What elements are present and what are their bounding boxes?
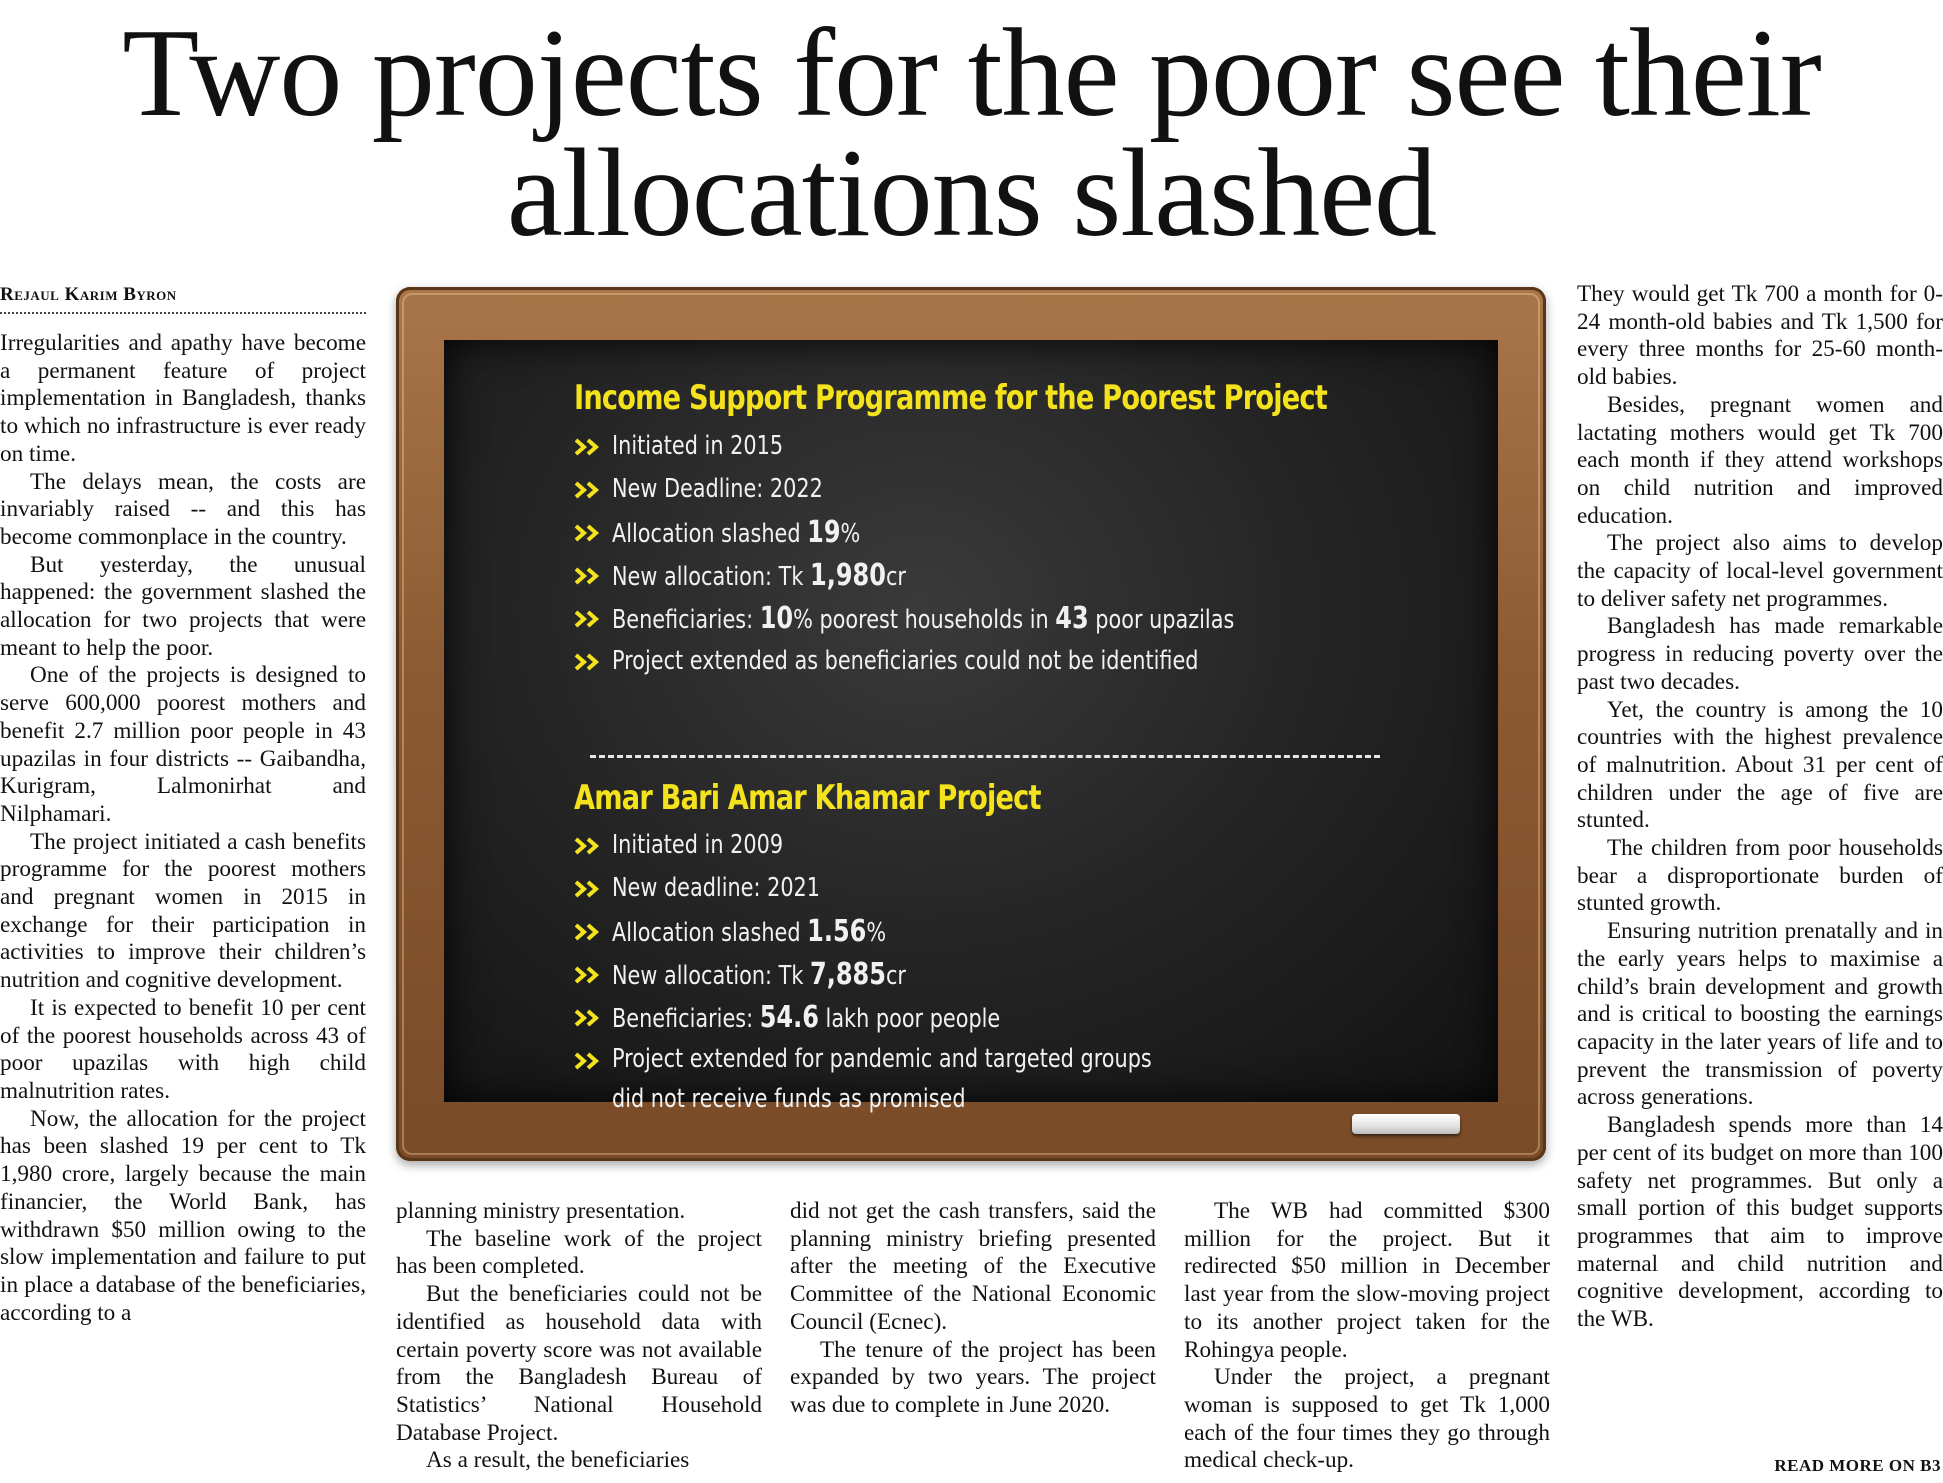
paragraph: The tenure of the project has been expanded by two years. The project was due to complete in June 2020. (790, 1336, 1156, 1418)
paragraph: did not get the cash transfers, said the planning ministry briefing presented after the meeting of the Executive Committee of the National Economic Council (Ecnec). (790, 1198, 1156, 1335)
paragraph: One of the projects is designed to serve 600,000 poorest mothers and benefit 2.7 million poor people in 43 upazilas in four districts -- Gaibandha, Kurigram, Lalmonirhat and Nilphamari. (0, 662, 366, 827)
paragraph: The children from poor households bear a disproportionate burden of stunted growth. (1577, 835, 1943, 917)
paragraph: The project initiated a cash benefits programme for the poorest mothers and pregnant women in 2015 in exchange for their participation in activities to improve their children’s nutrition and cognitive development. (0, 828, 366, 994)
headline (0, 4, 1943, 263)
paragraph: The project also aims to develop the capacity of local-level government to deliver safety net programmes. (1577, 530, 1943, 612)
highlight-number: 1,980 (810, 558, 886, 593)
item-text: poor upazilas (1088, 605, 1235, 635)
board-item-text (612, 597, 1234, 642)
board-item-text: New deadline: 2021 (612, 873, 821, 903)
double-chevron-right-icon (574, 610, 604, 628)
board-list-item (574, 1039, 1302, 1119)
board-item-text: Initiated in 2015 (612, 431, 784, 461)
item-text: % (866, 918, 887, 948)
paragraph: But the beneficiaries could not be identified as household data with certain poverty score was not available from the Bangladesh Bureau of Statistics’ National Household Database Project. (396, 1281, 762, 1446)
board-list-item (574, 468, 1390, 511)
double-chevron-right-icon (574, 567, 604, 585)
paragraph: The delays mean, the costs are invariably raised -- and this has become commonplace in the country. (0, 468, 366, 550)
item-text: Beneficiaries: (612, 605, 760, 635)
board-item-text (612, 953, 906, 998)
paragraph: planning ministry presentation. (396, 1198, 686, 1224)
highlight-number: 7,885 (810, 957, 886, 992)
paragraph: The WB had committed $300 million for the project. But it redirected $50 million in December last year from the slow-moving project to its another project taken for the Rohingya people. (1184, 1198, 1550, 1363)
board-list-item (574, 425, 1390, 468)
board-divider (590, 755, 1380, 758)
byline: Rejaul Karim Byron (0, 284, 366, 314)
highlight-number: 19 (807, 515, 841, 550)
double-chevron-right-icon (574, 923, 604, 941)
double-chevron-right-icon (574, 966, 604, 984)
board-item-text (612, 910, 886, 955)
paragraph: They would get Tk 700 a month for 0-24 month-old babies and Tk 1,500 for every three months for 25-60 month-old babies. (1577, 281, 1943, 391)
column-2 (396, 1198, 762, 1475)
double-chevron-right-icon (574, 524, 604, 542)
double-chevron-right-icon (574, 1009, 604, 1027)
item-text: Allocation slashed (612, 519, 808, 549)
board-list-item (574, 867, 1302, 910)
highlight-number: 43 (1055, 601, 1089, 636)
headline-line-1: Two projects for the poor see their (122, 4, 1821, 143)
board-title-2: Amar Bari Amar Khamar Project (574, 778, 1041, 818)
board-list-item (574, 597, 1390, 640)
board-item-text: Initiated in 2009 (612, 830, 784, 860)
board-list-1 (574, 425, 1390, 683)
paragraph: Under the project, a pregnant woman is supposed to get Tk 1,000 each of the four times they go through medical check-up. (1184, 1364, 1550, 1474)
board-item-text: New Deadline: 2022 (612, 474, 823, 504)
paragraph: Yet, the country is among the 10 countries with the highest prevalence of malnutrition. About 31 per cent of children under the age of five are stunted. (1577, 696, 1943, 834)
board-list-item (574, 640, 1390, 683)
board-item-text: Project extended for pandemic and targeted groups did not receive funds as promised (612, 1044, 1152, 1114)
paragraph: Besides, pregnant women and lactating mothers would get Tk 700 each month if they attend workshops on child nutrition and improved education. (1577, 391, 1943, 529)
board-item-text (612, 554, 906, 599)
column-3 (790, 1198, 1156, 1420)
paragraph: Ensuring nutrition prenatally and in the early years helps to maximise a child’s brain development and growth and is critical to boosting the earnings capacity in the later years of life and to prevent the transmission of poverty across generations. (1577, 918, 1943, 1111)
chalkboard-slate (444, 340, 1498, 1114)
chalkboard-infographic (396, 287, 1546, 1161)
item-text: cr (885, 562, 906, 592)
board-item-text (612, 511, 860, 556)
board-list-item (574, 953, 1302, 996)
double-chevron-right-icon (574, 1052, 604, 1070)
read-more-link[interactable]: READ MORE ON B3 (1774, 1456, 1941, 1475)
board-item-text: Project extended as beneficiaries could not be identified (612, 646, 1199, 676)
double-chevron-right-icon (574, 481, 604, 499)
chalk-piece (1352, 1114, 1460, 1134)
double-chevron-right-icon (574, 837, 604, 855)
column-1 (0, 330, 366, 1327)
board-list-item (574, 824, 1302, 867)
paragraph: The baseline work of the project has been completed. (396, 1225, 762, 1280)
paragraph: Irregularities and apathy have become a permanent feature of project implementation in Bangladesh, thanks to which no infrastructure is ever ready on time. (0, 330, 366, 467)
headline-line-2: allocations slashed (506, 124, 1437, 263)
highlight-number: 1.56 (807, 914, 867, 949)
board-list-item (574, 996, 1302, 1039)
paragraph: But yesterday, the unusual happened: the government slashed the allocation for two projects that were meant to help the poor. (0, 551, 366, 661)
item-text: Allocation slashed (612, 918, 808, 948)
item-text: New allocation: Tk (612, 961, 811, 991)
board-list-item (574, 554, 1390, 597)
item-text: % (840, 519, 861, 549)
column-5 (1577, 281, 1943, 1334)
board-list-item (574, 511, 1390, 554)
column-4 (1184, 1198, 1550, 1475)
paragraph: It is expected to benefit 10 per cent of the poorest households across 43 of poor upazilas with high child malnutrition rates. (0, 994, 366, 1104)
board-list-2 (574, 824, 1302, 1119)
highlight-number: 54.6 (759, 1000, 819, 1035)
item-text: % poorest households in (793, 605, 1056, 635)
item-text: cr (885, 961, 906, 991)
double-chevron-right-icon (574, 438, 604, 456)
paragraph: Bangladesh spends more than 14 per cent of its budget on more than 100 safety net programmes. But only a small portion of this budget supports programmes that aim to improve maternal and child nutrition and cognitive development, according to the WB. (1577, 1112, 1943, 1333)
item-text: lakh poor people (818, 1004, 1001, 1034)
board-list-item (574, 910, 1302, 953)
paragraph: Now, the allocation for the project has been slashed 19 per cent to Tk 1,980 crore, largely because the main financier, the World Bank, has withdrawn $50 million owing to the slow implementation and failure to put in place a database of the beneficiaries, according to a (0, 1105, 366, 1326)
item-text: Beneficiaries: (612, 1004, 760, 1034)
board-title-1: Income Support Programme for the Poorest Project (574, 378, 1327, 418)
board-item-text (612, 996, 1000, 1041)
item-text: New allocation: Tk (612, 562, 811, 592)
highlight-number: 10 (759, 601, 794, 636)
paragraph: Bangladesh has made remarkable progress in reducing poverty over the past two decades. (1577, 613, 1943, 695)
double-chevron-right-icon (574, 880, 604, 898)
double-chevron-right-icon (574, 653, 604, 671)
paragraph: As a result, the beneficiaries (426, 1447, 690, 1474)
